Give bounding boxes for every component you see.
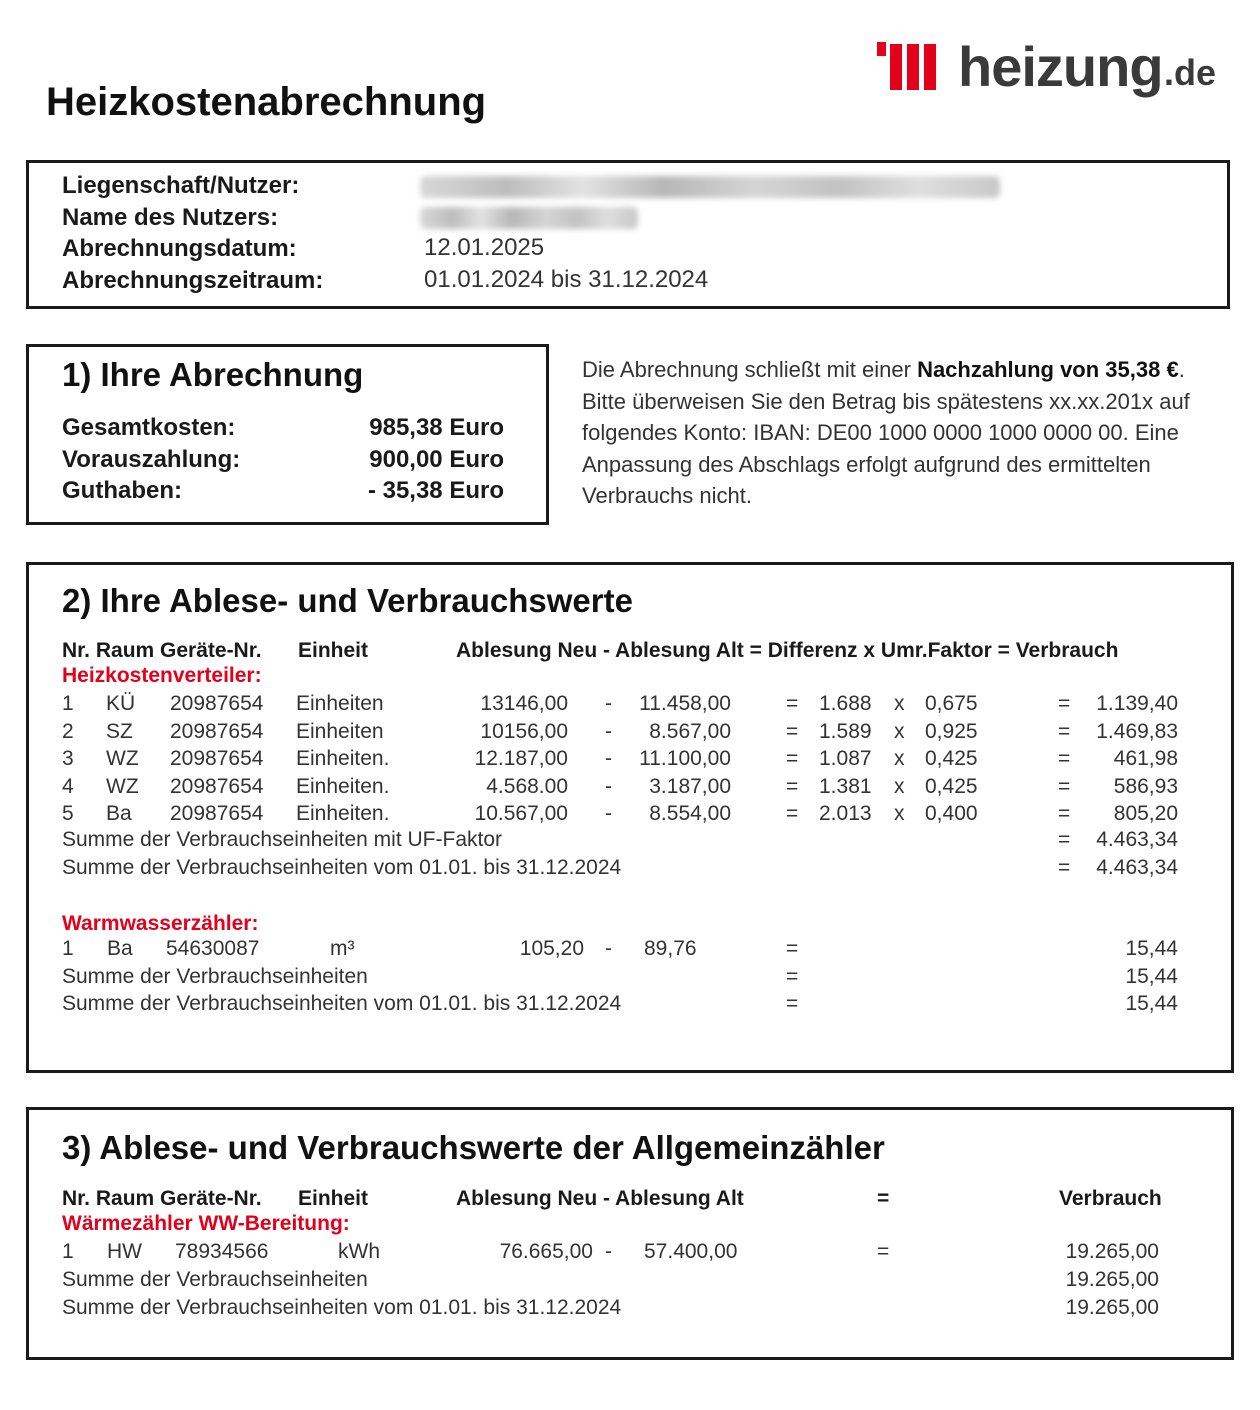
hkv-row-1-raum: KÜ [106, 692, 136, 715]
hkv-row-3-faktor: 0,425 [925, 747, 978, 770]
hkv-row-2-verbrauch: 1.469,83 [1096, 719, 1178, 743]
hkv-row-5-geraet: 20987654 [170, 802, 264, 825]
hkv-row-2-eq: = [786, 719, 799, 743]
hkv-row-2-geraet: 20987654 [170, 719, 264, 743]
hkv-row-4-eq2: = [1058, 774, 1071, 798]
ww-minus: - [605, 937, 612, 960]
wz-alt: 57.400,00 [644, 1240, 738, 1263]
hkv-row-4-geraet: 20987654 [170, 774, 264, 798]
hkv-row-1-geraet: 20987654 [170, 692, 264, 715]
hkv-sum2-label: Summe der Verbrauchseinheiten vom 01.01. bis 31.12.2024 [62, 856, 622, 879]
hkv-row-3-einheit: Einheiten. [296, 747, 390, 770]
hkv-row-3-diff: 1.087 [819, 747, 872, 770]
hkv-row-3-raum: WZ [106, 747, 139, 770]
warmwasserzaehler-label: Warmwasserzähler: [62, 912, 259, 935]
hkv-row-5-neu: 10.567,00 [474, 802, 568, 825]
logo-name: heizung [958, 35, 1163, 98]
guthaben-label: Guthaben: [62, 477, 182, 504]
ww-alt: 89,76 [644, 937, 697, 960]
ww-verbrauch: 15,44 [1125, 937, 1178, 960]
hkv-row-2-eq2: = [1058, 719, 1071, 743]
wz-einheit: kWh [338, 1240, 380, 1263]
hkv-row-4-diff: 1.381 [819, 774, 872, 798]
wz-sum1-label: Summe der Verbrauchseinheiten [62, 1268, 368, 1291]
logo-tld: .de [1164, 52, 1217, 93]
ww-einheit: m³ [330, 937, 355, 960]
hkv-row-1-nr: 1 [62, 692, 74, 715]
info-label-datum: Abrechnungsdatum: [62, 235, 297, 262]
hkv-sum1-eq: = [1058, 828, 1071, 851]
ww-sum2-value: 15,44 [1125, 992, 1178, 1015]
hkv-row-4-alt: 3.187,00 [649, 774, 731, 798]
hkv-row-1-einheit: Einheiten [296, 692, 384, 715]
wz-sum2-label: Summe der Verbrauchseinheiten vom 01.01. bis 31.12.2024 [62, 1296, 622, 1319]
hkv-row-4-x: x [894, 774, 905, 798]
hkv-sum2-eq: = [1058, 856, 1071, 879]
hkv-row-2-diff: 1.589 [819, 719, 872, 743]
hkv-row-1-eq2: = [1058, 692, 1071, 715]
hkv-row-3-eq2: = [1058, 747, 1071, 770]
hkv-row-3-x: x [894, 747, 905, 770]
waermezaehler-label: Wärmezähler WW-Bereitung: [62, 1212, 350, 1235]
section2-header-right: Ablesung Neu - Ablesung Alt = Differenz x Umr.Faktor = Verbrauch [456, 639, 1119, 662]
hkv-row-3-alt: 11.100,00 [639, 747, 731, 770]
info-label-name: Name des Nutzers: [62, 204, 279, 231]
ww-eq: = [786, 937, 799, 960]
hkv-sum1-value: 4.463,34 [1096, 828, 1178, 851]
section3-header-verbrauch: Verbrauch [1059, 1187, 1162, 1210]
wz-sum2-value: 19.265,00 [1065, 1296, 1159, 1319]
hkv-row-3-verbrauch: 461,98 [1113, 747, 1178, 770]
logo-mark-icon [877, 42, 886, 56]
hkv-row-3-nr: 3 [62, 747, 74, 770]
section1-title: 1) Ihre Abrechnung [62, 356, 364, 393]
info-label-liegenschaft: Liegenschaft/Nutzer: [62, 172, 300, 199]
ww-sum2-eq: = [786, 992, 799, 1015]
hkv-row-3-eq: = [786, 747, 799, 770]
hkv-row-1-alt: 11.458,00 [639, 692, 731, 715]
guthaben-value: - 35,38 Euro [367, 477, 504, 504]
hkv-row-3-neu: 12.187,00 [474, 747, 568, 770]
heizkostenverteiler-label: Heizkostenverteiler: [62, 664, 262, 687]
hkv-row-5-faktor: 0,400 [925, 802, 978, 825]
section3-header-unit: Einheit [298, 1187, 369, 1210]
hkv-row-5-einheit: Einheiten. [296, 802, 390, 825]
ww-sum2-label: Summe der Verbrauchseinheiten vom 01.01. bis 31.12.2024 [62, 992, 622, 1015]
vorauszahlung-label: Vorauszahlung: [62, 446, 241, 473]
section3-header-eq: = [877, 1187, 890, 1210]
hkv-row-3-geraet: 20987654 [170, 747, 264, 770]
redacted-address [420, 176, 1000, 198]
section3-header-readings: Ablesung Neu - Ablesung Alt [456, 1187, 744, 1210]
hkv-row-5-alt: 8.554,00 [649, 802, 731, 825]
hkv-row-5-minus: - [605, 802, 612, 825]
hkv-row-2-neu: 10156,00 [480, 719, 568, 743]
hkv-sum1-label: Summe der Verbrauchseinheiten mit UF-Faktor [62, 828, 503, 851]
payment-note: Die Abrechnung schließt mit einer Nachzahlung von 35,38 €. Bitte überweisen Sie den Betrag bis spätestens xx.xx.201x auf folgendes Konto: IBAN: DE00 1000 0000 1000 0000 00. Eine Anpassung des Abschlags erfolgt aufgrund des ermittelten Verbrauchs nicht. [582, 357, 1190, 508]
hkv-row-1-minus: - [605, 692, 612, 715]
hkv-row-5-raum: Ba [106, 802, 132, 825]
hkv-sum2-value: 4.463,34 [1096, 856, 1178, 879]
hkv-row-3-minus: - [605, 747, 612, 770]
hkv-row-2-alt: 8.567,00 [649, 719, 731, 743]
hkv-row-2-einheit: Einheiten [296, 719, 384, 743]
hkv-row-4-nr: 4 [62, 774, 74, 798]
ww-nr: 1 [62, 937, 74, 960]
wz-verbrauch: 19.265,00 [1065, 1240, 1159, 1263]
ww-sum1-label: Summe der Verbrauchseinheiten [62, 965, 368, 988]
hkv-row-4-minus: - [605, 774, 612, 798]
ww-sum1-eq: = [786, 965, 799, 988]
nachzahlung-highlight: Nachzahlung von 35,38 € [917, 357, 1179, 382]
hkv-row-1-eq: = [786, 692, 799, 715]
hkv-row-5-eq2: = [1058, 802, 1071, 825]
abrechnungszeitraum-value: 01.01.2024 bis 31.12.2024 [424, 266, 709, 293]
hkv-row-2-raum: SZ [106, 719, 133, 743]
gesamtkosten-label: Gesamtkosten: [62, 414, 236, 441]
hkv-row-1-neu: 13146,00 [480, 692, 568, 715]
section3-title: 3) Ablese- und Verbrauchswerte der Allgemeinzähler [62, 1129, 885, 1166]
hkv-row-1-verbrauch: 1.139,40 [1096, 692, 1178, 715]
hkv-row-4-faktor: 0,425 [925, 774, 978, 798]
hkv-row-4-eq: = [786, 774, 799, 798]
wz-geraet: 78934566 [175, 1240, 269, 1263]
wz-raum: HW [107, 1240, 142, 1263]
hkv-row-4-raum: WZ [106, 774, 139, 798]
hkv-row-1-faktor: 0,675 [925, 692, 978, 715]
hkv-row-2-x: x [894, 719, 905, 743]
ww-neu: 105,20 [519, 937, 584, 960]
hkv-row-5-verbrauch: 805,20 [1113, 802, 1178, 825]
section3-header-left: Nr. Raum Geräte-Nr. [62, 1187, 262, 1210]
hkv-row-2-faktor: 0,925 [925, 719, 978, 743]
hkv-row-5-diff: 2.013 [819, 802, 872, 825]
abrechnungsdatum-value: 12.01.2025 [424, 234, 545, 261]
wz-minus: - [605, 1240, 612, 1263]
ww-raum: Ba [107, 937, 133, 960]
hkv-row-2-nr: 2 [62, 719, 74, 743]
ww-sum1-value: 15,44 [1125, 965, 1178, 988]
wz-neu: 76.665,00 [499, 1240, 593, 1263]
hkv-row-1-x: x [894, 692, 905, 715]
gesamtkosten-value: 985,38 Euro [369, 414, 504, 441]
vorauszahlung-value: 900,00 Euro [369, 446, 504, 473]
section2-title: 2) Ihre Ablese- und Verbrauchswerte [62, 582, 633, 619]
section2-header-left: Nr. Raum Geräte-Nr. [62, 639, 262, 662]
info-label-zeitraum: Abrechnungszeitraum: [62, 267, 324, 294]
hkv-row-4-verbrauch: 586,93 [1113, 774, 1178, 798]
hkv-row-5-eq: = [786, 802, 799, 825]
wz-sum1-value: 19.265,00 [1065, 1268, 1159, 1291]
wz-eq: = [877, 1240, 890, 1263]
hkv-row-5-x: x [894, 802, 905, 825]
page-title: Heizkostenabrechnung [46, 80, 487, 124]
hkv-row-1-diff: 1.688 [819, 692, 872, 715]
hkv-row-5-nr: 5 [62, 802, 74, 825]
ww-geraet: 54630087 [166, 937, 260, 960]
hkv-row-4-neu: 4.568.00 [486, 774, 568, 798]
section2-header-unit: Einheit [298, 639, 369, 662]
redacted-name [420, 207, 638, 229]
brand-logo [874, 35, 1234, 108]
hkv-row-4-einheit: Einheiten. [296, 774, 390, 798]
hkv-row-2-minus: - [605, 719, 612, 743]
wz-nr: 1 [62, 1240, 74, 1263]
